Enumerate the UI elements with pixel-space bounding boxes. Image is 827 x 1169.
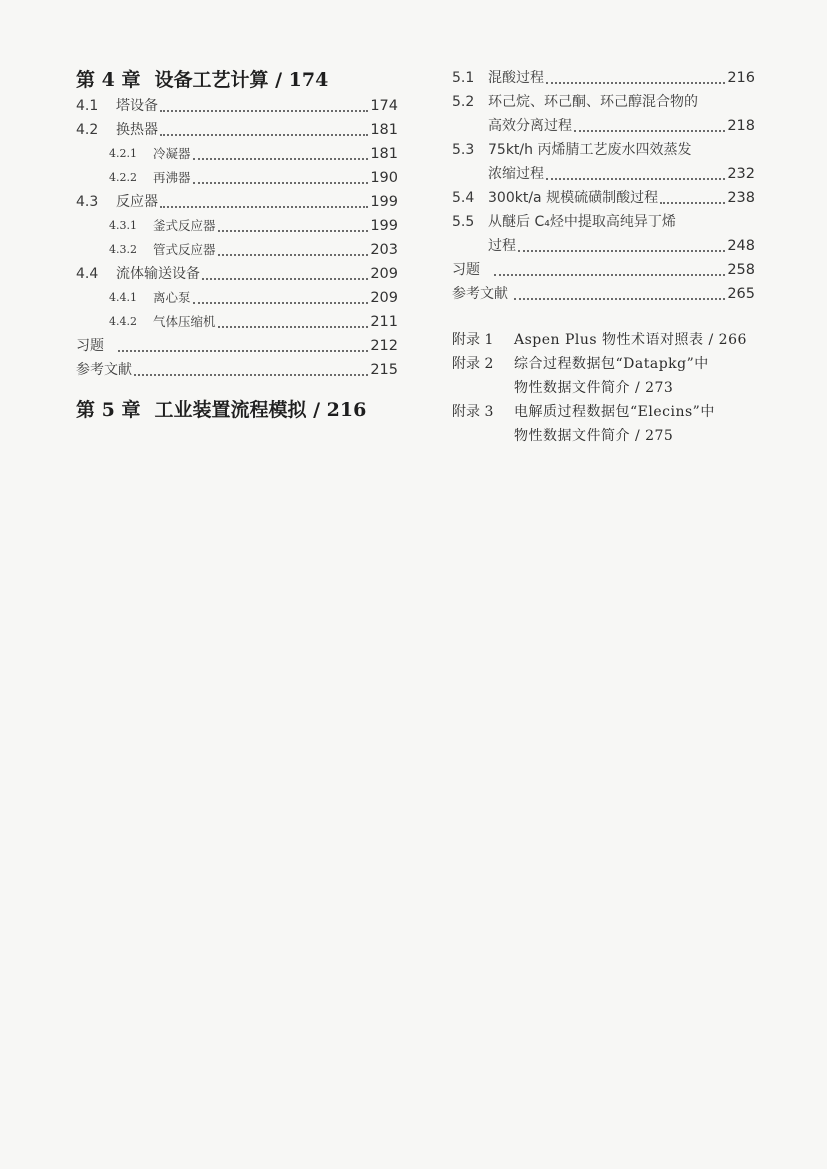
- entry-page: 199: [370, 194, 398, 210]
- toc-subentry[interactable]: [76, 166, 398, 190]
- dot-leader: [202, 278, 368, 280]
- appendix-number: 附录 1: [452, 332, 494, 348]
- entry-title: 换热器: [116, 122, 158, 138]
- entry-title: 冷凝器: [153, 146, 191, 161]
- dot-leader: [160, 134, 368, 136]
- entry-title-line1: 环己烷、环己酮、环己醇混合物的: [488, 94, 698, 110]
- dot-leader: [160, 206, 368, 208]
- entry-number: 4.3.1: [109, 219, 137, 232]
- entry-number: 4.4.2: [109, 315, 137, 328]
- entry-title-line2: 浓缩过程: [488, 166, 544, 182]
- toc-entry[interactable]: [76, 118, 398, 142]
- entry-number: 4.2.1: [109, 147, 137, 160]
- entry-number: 5.3: [452, 142, 475, 158]
- entry-page: 190: [370, 170, 398, 186]
- entry-page: 181: [370, 146, 398, 162]
- entry-page: 209: [370, 266, 398, 282]
- toc-entry-references[interactable]: [452, 282, 755, 306]
- entry-page: 199: [370, 218, 398, 234]
- toc-subentry[interactable]: [76, 142, 398, 166]
- toc-left-column: [76, 66, 398, 424]
- entry-page: 238: [727, 190, 755, 206]
- toc-entry-continuation[interactable]: [452, 234, 755, 258]
- entry-number: 5.2: [452, 94, 475, 110]
- toc-entry[interactable]: [76, 94, 398, 118]
- toc-entry[interactable]: [452, 210, 755, 234]
- appendix-list: [452, 328, 755, 448]
- entry-number: 5.1: [452, 70, 475, 86]
- entry-number: 5.5: [452, 214, 475, 230]
- entry-title: 习题: [76, 338, 104, 354]
- entry-number: 4.4: [76, 266, 99, 282]
- entry-number: 4.1: [76, 98, 99, 114]
- entry-page: 211: [370, 314, 398, 330]
- entry-title: 管式反应器: [153, 242, 216, 257]
- dot-leader: [514, 298, 725, 300]
- toc-entry-exercises[interactable]: [76, 334, 398, 358]
- dot-leader: [160, 110, 368, 112]
- entry-title: 离心泵: [153, 290, 191, 305]
- chapter-5-heading: [76, 396, 398, 424]
- entry-page: 258: [727, 262, 755, 278]
- entry-title: 塔设备: [116, 98, 158, 114]
- entry-number: 4.4.1: [109, 291, 137, 304]
- toc-entry[interactable]: [76, 262, 398, 286]
- dot-leader: [546, 178, 725, 180]
- entry-title: 气体压缩机: [153, 314, 216, 329]
- entry-title: 参考文献: [452, 286, 508, 302]
- toc-entry[interactable]: [452, 138, 755, 162]
- toc-entry-continuation[interactable]: [452, 162, 755, 186]
- toc-entry-references[interactable]: [76, 358, 398, 382]
- entry-page: 174: [370, 98, 398, 114]
- toc-subentry[interactable]: [76, 286, 398, 310]
- entry-title: 混酸过程: [488, 70, 544, 86]
- dot-leader: [193, 302, 369, 304]
- toc-entry[interactable]: [452, 66, 755, 90]
- appendix-entry[interactable]: [452, 352, 755, 400]
- dot-leader: [546, 82, 725, 84]
- toc-entry[interactable]: [76, 190, 398, 214]
- chapter-number: 第 5 章: [76, 399, 141, 421]
- dot-leader: [218, 230, 369, 232]
- toc-entry-exercises[interactable]: [452, 258, 755, 282]
- toc-subentry[interactable]: [76, 214, 398, 238]
- dot-leader: [134, 374, 368, 376]
- appendix-entry[interactable]: [452, 400, 755, 448]
- entry-title-line2: 高效分离过程: [488, 118, 572, 134]
- chapter-title: 设备工艺计算: [154, 69, 269, 91]
- chapter-page: / 216: [313, 399, 367, 421]
- entry-title: 反应器: [116, 194, 158, 210]
- entry-page: 216: [727, 70, 755, 86]
- entry-number: 4.3: [76, 194, 99, 210]
- entry-title: 参考文献: [76, 362, 132, 378]
- dot-leader: [574, 130, 725, 132]
- appendix-title-line1: 综合过程数据包“Datapkg”中: [514, 356, 709, 372]
- entry-number: 4.3.2: [109, 243, 137, 256]
- entry-page: 209: [370, 290, 398, 306]
- entry-page: 248: [727, 238, 755, 254]
- chapter-title: 工业装置流程模拟: [154, 399, 307, 421]
- appendix-title-line2: 物性数据文件简介 / 275: [514, 428, 674, 444]
- toc-right-column: [452, 66, 755, 448]
- entry-page: 203: [370, 242, 398, 258]
- entry-title: 釜式反应器: [153, 218, 216, 233]
- appendix-title-line2: 物性数据文件简介 / 273: [514, 380, 674, 396]
- entry-page: 265: [727, 286, 755, 302]
- entry-number: 4.2.2: [109, 171, 137, 184]
- appendix-number: 附录 3: [452, 404, 494, 420]
- appendix-number: 附录 2: [452, 356, 494, 372]
- entry-title: 流体输送设备: [116, 266, 200, 282]
- toc-subentry[interactable]: [76, 310, 398, 334]
- chapter-page: / 174: [275, 69, 329, 91]
- appendix-title-line1: 电解质过程数据包“Elecins”中: [514, 404, 715, 420]
- entry-page: 215: [370, 362, 398, 378]
- chapter-number: 第 4 章: [76, 69, 141, 91]
- entry-title-line2: 过程: [488, 238, 516, 254]
- entry-page: 181: [370, 122, 398, 138]
- dot-leader: [494, 274, 725, 276]
- dot-leader: [118, 350, 368, 352]
- entry-title: 习题: [452, 262, 480, 278]
- entry-title-line1: 75kt/h 丙烯腈工艺废水四效蒸发: [488, 142, 692, 158]
- dot-leader: [193, 158, 369, 160]
- entry-number: 5.4: [452, 190, 475, 206]
- toc-entry-continuation[interactable]: [452, 114, 755, 138]
- toc-entry[interactable]: [452, 186, 755, 210]
- dot-leader: [218, 254, 369, 256]
- dot-leader: [518, 250, 725, 252]
- entry-number: 4.2: [76, 122, 99, 138]
- entry-page: 232: [727, 166, 755, 182]
- toc-entry[interactable]: [452, 90, 755, 114]
- entry-title: 300kt/a 规模硫磺制酸过程: [488, 190, 659, 206]
- toc-subentry[interactable]: [76, 238, 398, 262]
- appendix-title-line1: Aspen Plus 物性术语对照表 / 266: [514, 332, 747, 348]
- dot-leader: [218, 326, 369, 328]
- appendix-entry[interactable]: [452, 328, 755, 352]
- dot-leader: [660, 202, 725, 204]
- entry-title: 再沸器: [153, 170, 191, 185]
- entry-page: 218: [727, 118, 755, 134]
- entry-page: 212: [370, 338, 398, 354]
- chapter-4-heading: [76, 66, 398, 94]
- dot-leader: [193, 182, 369, 184]
- entry-title-line1: 从醚后 C₄烃中提取高纯异丁烯: [488, 214, 676, 230]
